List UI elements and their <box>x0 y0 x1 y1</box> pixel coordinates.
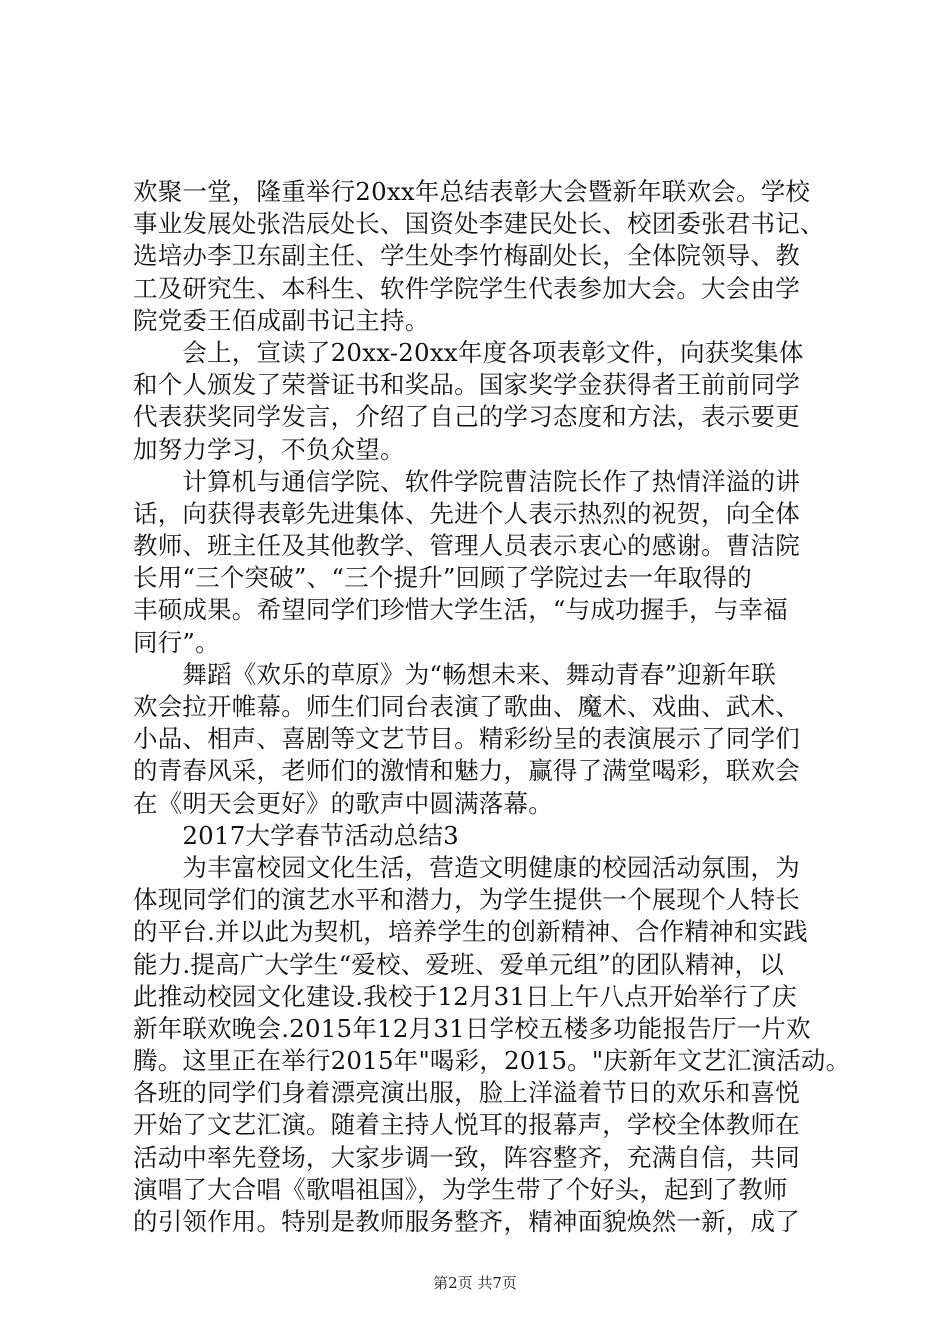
text-line: 舞蹈《欢乐的草原》为“畅想未来、舞动青春”迎新年联 <box>133 659 776 689</box>
text-line: 选培办李卫东副主任、学生处李竹梅副处长，全体院领导、教 <box>133 241 800 271</box>
page-number-footer: 第2页 共7页 <box>433 1274 517 1292</box>
text-line: 小品、相声、喜剧等文艺节目。精彩纷呈的表演展示了同学们 <box>133 724 800 754</box>
text-line: 为丰富校园文化生活，营造文明健康的校园活动氛围，为 <box>133 852 800 882</box>
text-line: 开始了文艺汇演。随着主持人悦耳的报幕声，学校全体教师在 <box>133 1110 800 1140</box>
text-line: 话，向获得表彰先进集体、先进个人表示热烈的祝贺，向全体 <box>133 498 800 528</box>
text-line: 事业发展处张浩辰处长、国资处李建民处长、校团委张君书记、 <box>133 209 825 239</box>
text-line: 体现同学们的演艺水平和潜力，为学生提供一个展现个人特长 <box>133 885 800 915</box>
text-line: 加努力学习，不负众望。 <box>133 434 405 464</box>
text-line: 代表获奖同学发言，介绍了自己的学习态度和方法，表示要更 <box>133 402 800 432</box>
text-line: 院党委王佰成副书记主持。 <box>133 305 430 335</box>
text-line: 丰硕成果。希望同学们珍惜大学生活，“与成功握手，与幸福 <box>133 595 788 625</box>
text-line: 的平台.并以此为契机，培养学生的创新精神、合作精神和实践 <box>133 917 808 947</box>
text-line: 演唱了大合唱《歌唱祖国》，为学生带了个好头，起到了教师 <box>133 1174 788 1204</box>
text-line: 欢聚一堂，隆重举行20xx年总结表彰大会暨新年联欢会。学校 <box>133 177 811 206</box>
text-line: 教师、班主任及其他教学、管理人员表示衷心的感谢。曹洁院 <box>133 531 800 561</box>
text-line: 长用“三个突破”、“三个提升”回顾了学院过去一年取得的 <box>133 563 752 593</box>
text-line: 此推动校园文化建设.我校于12月31日上午八点开始举行了庆 <box>133 981 797 1011</box>
text-line: 活动中率先登场，大家步调一致，阵容整齐，充满自信，共同 <box>133 1142 800 1172</box>
section-heading: 2017大学春节活动总结3 <box>133 820 459 850</box>
text-line: 各班的同学们身着漂亮演出服，脸上洋溢着节日的欢乐和喜悦 <box>133 1078 800 1108</box>
document-body <box>133 176 851 1238</box>
text-line: 同行”。 <box>133 627 220 657</box>
text-line: 腾。这里正在举行2015年"喝彩，2015。"庆新年文艺汇演活动。 <box>133 1046 851 1076</box>
text-line: 在《明天会更好》的歌声中圆满落幕。 <box>133 788 553 818</box>
text-line: 工及研究生、本科生、软件学院学生代表参加大会。大会由学 <box>133 273 800 303</box>
text-line: 的引领作用。特别是教师服务整齐，精神面貌焕然一新，成了 <box>133 1207 800 1236</box>
text-line: 会上，宣读了20xx-20xx年度各项表彰文件，向获奖集体 <box>133 337 804 367</box>
text-line: 的青春风采，老师们的激情和魅力，赢得了满堂喝彩，联欢会 <box>133 756 800 786</box>
text-line: 和个人颁发了荣誉证书和奖品。国家奖学金获得者王前前同学 <box>133 370 800 400</box>
text-line: 新年联欢晚会.2015年12月31日学校五楼多功能报告厅一片欢 <box>133 1013 811 1043</box>
text-line: 计算机与通信学院、软件学院曹洁院长作了热情洋溢的讲 <box>133 466 800 496</box>
text-line: 欢会拉开帷幕。师生们同台表演了歌曲、魔术、戏曲、武术、 <box>133 692 800 721</box>
text-line: 能力.提高广大学生“爱校、爱班、爱单元组”的团队精神，以 <box>133 949 784 979</box>
